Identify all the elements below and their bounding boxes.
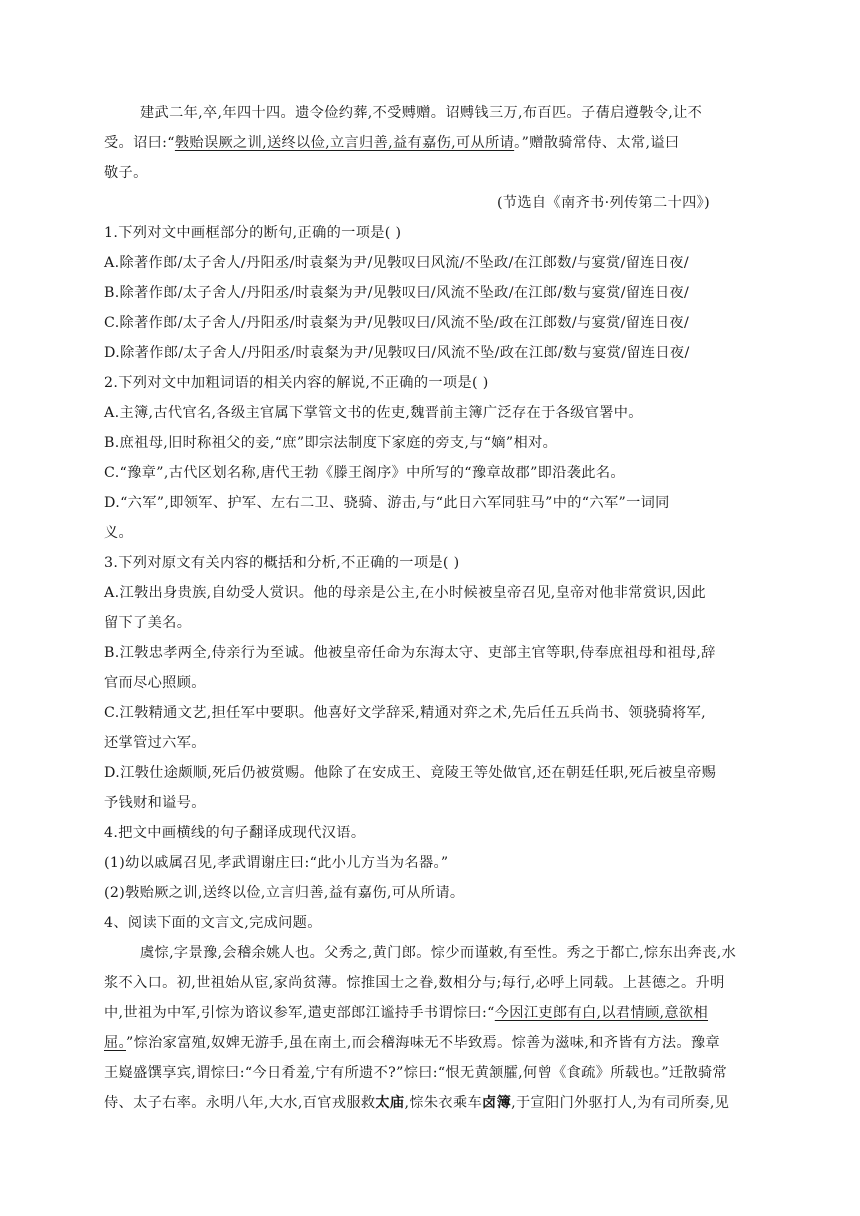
passage-line — [104, 133, 679, 153]
passage-line: 浆不入口。初,世祖始从宦,家尚贫薄。悰推国士之眷,数相分与;每行,必呼上同载。上甚德之。升明 — [104, 975, 725, 991]
option-d: D.除著作郎/太子舍人/丹阳丞/时袁粲为尹/见斅叹曰/风流不坠/政在江郎/数与宴赏/留连日夜/ — [104, 345, 690, 361]
bold-term: 太庙 — [375, 1095, 405, 1111]
option-b-cont: 官而尽心照顾。 — [104, 675, 206, 691]
question-stem: 4.把文中画横线的句子翻译成现代汉语。 — [104, 825, 366, 841]
question-stem: 3.下列对原文有关内容的概括和分析,不正确的一项是( ) — [104, 555, 460, 571]
option-a-cont: 留下了美名。 — [104, 615, 192, 631]
question-stem: 2.下列对文中加粗词语的相关内容的解说,不正确的一项是( ) — [104, 375, 489, 391]
text: ,悰朱衣乘车 — [404, 1095, 483, 1111]
passage-line: 虞悰,字景豫,会稽余姚人也。父秀之,黄门郎。悰少而谨敕,有至性。秀之于都亡,悰东出奔丧,水 — [140, 945, 737, 961]
option-c: C.除著作郎/太子舍人/丹阳丞/时袁粲为尹/见斅叹曰/风流不坠/政在江郎数/与宴赏/留连日夜/ — [104, 315, 690, 331]
text: 中,世祖为中军,引悰为谘议参军,遣吏部郎江谧持手书谓悰曰:“ — [104, 1005, 495, 1021]
option-d-cont: 义。 — [104, 525, 134, 541]
section-heading: 4、阅读下面的文言文,完成问题。 — [104, 915, 322, 931]
text: ”悰治家富殖,奴婢无游手,虽在南土,而会稽海味无不毕致焉。悰善为滋味,和齐皆有方法。豫章 — [125, 1035, 720, 1051]
question-stem: 1.下列对文中画框部分的断句,正确的一项是( ) — [104, 225, 402, 241]
underlined-sentence: 今因江吏郎有白,以君情顾,意欲相 — [494, 1005, 709, 1021]
option-d: D.“六军”,即领军、护军、左右二卫、骁骑、游击,与“此日六军同驻马”中的“六军”一词同 — [104, 495, 670, 511]
option-c-cont: 还掌管过六军。 — [104, 735, 206, 751]
option-c: C.“豫章”,古代区划名称,唐代王勃《滕王阁序》中所写的“豫章故郡”即沿袭此名。 — [104, 465, 625, 481]
passage-line — [104, 1033, 720, 1053]
text: 侍、太子右率。永明八年,大水,百官戎服救 — [104, 1095, 376, 1111]
underlined-sentence: 屈。 — [104, 1035, 126, 1051]
passage-line: 王嶷盛馔享宾,谓悰曰:“今日肴羞,宁有所遗不?”悰曰:“恨无黄颔臛,何曾《食疏》所载也。”迁散骑常 — [104, 1065, 728, 1081]
underlined-sentence: 斅贻误厥之训,送终以俭,立言归善,益有嘉伤,可从所请 — [174, 135, 515, 151]
bold-term: 卤簿 — [482, 1095, 512, 1111]
option-b: B.江斅忠孝两全,侍亲行为至诚。他被皇帝任命为东海太守、吏部主官等职,侍奉庶祖母和祖母,辞 — [104, 645, 716, 661]
passage-line — [104, 1093, 729, 1113]
option-a: A.江斅出身贵族,自幼受人赏识。他的母亲是公主,在小时候被皇帝召见,皇帝对他非常赏识,因此 — [104, 585, 706, 601]
source-citation: (节选自《南齐书·列传第二十四》) — [496, 195, 710, 211]
option-a: A.主簿,古代官名,各级主官属下掌管文书的佐吏,魏晋前主簿广泛存在于各级官署中。 — [104, 405, 643, 421]
option-a: A.除著作郎/太子舍人/丹阳丞/时袁粲为尹/见斅叹曰风流/不坠政/在江郎数/与宴赏/留连日夜/ — [104, 255, 689, 271]
option-d-cont: 予钱财和谥号。 — [104, 795, 206, 811]
passage-line: 敬子。 — [104, 165, 148, 181]
text: ,于宣阳门外驱打人,为有司所奏,见 — [511, 1095, 730, 1111]
passage-line — [104, 1003, 708, 1023]
translation-sentence-2: (2)斅贻厥之训,送终以俭,立言归善,益有嘉伤,可从所请。 — [104, 885, 465, 901]
text: 。”赠散骑常侍、太常,谥曰 — [514, 135, 680, 151]
option-b: B.除著作郎/太子舍人/丹阳丞/时袁粲为尹/见斅叹曰/风流不坠政/在江郎/数与宴赏/留连日夜/ — [104, 285, 690, 301]
option-d: D.江斅仕途颇顺,死后仍被赏赐。他除了在安成王、竟陵王等处做官,还在朝廷任职,死后被皇帝赐 — [104, 765, 717, 781]
passage-line: 建武二年,卒,年四十四。遗令俭约葬,不受赙赠。诏赙钱三万,布百匹。子蒨启遵斅令,让不 — [140, 105, 703, 121]
option-c: C.江斅精通文艺,担任军中要职。他喜好文学辞采,精通对弈之术,先后任五兵尚书、领骁骑将军, — [104, 705, 706, 721]
translation-sentence-1: (1)幼以戚属召见,孝武谓谢庄曰:“此小儿方当为名器。” — [104, 855, 449, 871]
option-b: B.庶祖母,旧时称祖父的妾,“庶”即宗法制度下家庭的旁支,与“嫡”相对。 — [104, 435, 558, 451]
text: 受。诏曰:“ — [104, 135, 175, 151]
